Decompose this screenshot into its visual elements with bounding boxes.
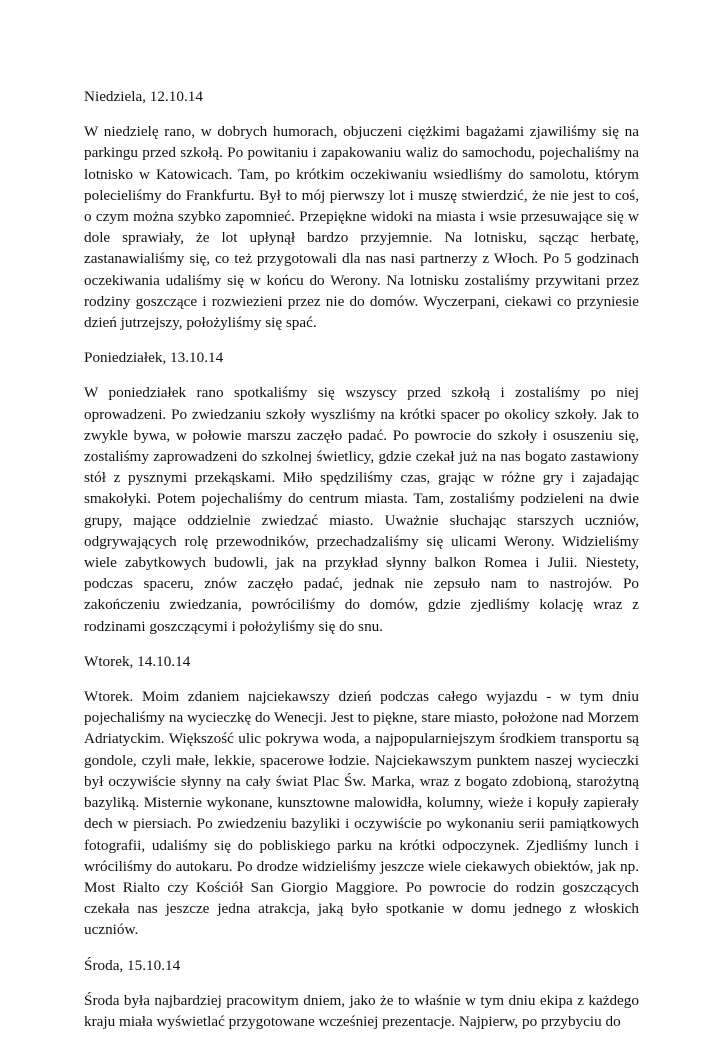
day-paragraph-wednesday: Środa była najbardziej pracowitym dniem, jako że to właśnie w tym dniu ekipa z każdego kraju miała wyświetlać przygotowane wcześniej prezentacje. Najpierw, po przybyciu do — [84, 991, 639, 1030]
day-heading-sunday: Niedziela, 12.10.14 — [84, 88, 203, 105]
document-page — [84, 86, 639, 1046]
day-paragraph-tuesday: Wtorek. Moim zdaniem najciekawszy dzień podczas całego wyjazdu - w tym dniu pojechaliśmy na wycieczkę do Wenecji. Jest to piękne, stare miasto, położone nad Morzem Adriatyckim. Większość ulic pokrywa woda, a najpopularniejszym środkiem transportu są gondole, czyli małe, lekkie, spacerowe łodzie. Najciekawszym punktem naszej wycieczki był oczywiście słynny na cały świat Plac Św. Marka, wraz z bogato zdobioną, starożytną bazyliką. Misternie wykonane, kunsztowne malowidła, kolumny, wieże i kopuły zapierały dech w piersiach. Po zwiedzeniu bazyliki i oczywiście po wykonaniu serii pamiątkowych fotografii, udaliśmy się do pobliskiego parku na krótki odpoczynek. Zjedliśmy lunch i wróciliśmy do autokaru. Po drodze widzieliśmy jeszcze wiele ciekawych obiektów, jak np. Most Rialto czy Kościół San Giorgio Maggiore. Po powrocie do rodzin goszczących czekała nas jeszcze jedna atrakcja, jaką było spotkanie w domu jednego z włoskich uczniów. — [84, 688, 639, 939]
day-heading-monday: Poniedziałek, 13.10.14 — [84, 349, 224, 367]
day-paragraph-sunday: W niedzielę rano, w dobrych humorach, objuczeni ciężkimi bagażami zjawiliśmy się na parkingu przed szkołą. Po powitaniu i zapakowaniu waliz do samochodu, pojechaliśmy na lotnisko w Katowicach. Tam, po krótkim oczekiwaniu wsiedliśmy do samolotu, którym polecieliśmy do Frankfurtu. Był to mój pierwszy lot i muszę stwierdzić, że nie jest to coś, o czym można szybko zapomnieć. Przepiękne widoki na miasta i wsie przesuwające się w dole sprawiały, że lot upłynął bardzo przyjemnie. Na lotnisku, sącząc herbatę, zastanawialiśmy się, co też przygotowali dla nas nasi partnerzy z Włoch. Po 5 godzinach oczekiwania udaliśmy się w końcu do Werony. Na lotnisku zostaliśmy przywitani przez rodziny goszczące i rozwiezieni przez nie do domów. Wyczerpani, ciekawi co przyniesie dzień jutrzejszy, położyliśmy się spać. — [84, 123, 639, 332]
day-heading-wednesday: Środa, 15.10.14 — [84, 956, 181, 974]
day-heading-tuesday: Wtorek, 14.10.14 — [84, 652, 191, 670]
day-paragraph-monday: W poniedziałek rano spotkaliśmy się wszyscy przed szkołą i zostaliśmy po niej oprowadzeni. Po zwiedzaniu szkoły wyszliśmy na krótki spacer po okolicy szkoły. Jak to zwykle bywa, w połowie marszu zaczęło padać. Po powrocie do szkoły i osuszeniu się, zostaliśmy zaprowadzeni do szkolnej świetlicy, gdzie czekał już na nas bogato zastawiony stół z pysznymi przekąskami. Miło spędziliśmy czas, grając w różne gry i zajadając smakołyki. Potem pojechaliśmy do centrum miasta. Tam, zostaliśmy podzieleni na dwie grupy, mające oddzielnie zwiedzać miasto. Uważnie słuchając starszych uczniów, odgrywających rolę przewodników, przechadzaliśmy się ulicami Werony. Widzieliśmy wiele zabytkowych budowli, jak na przykład słynny balkon Romea i Julii. Niestety, podczas spaceru, znów zaczęło padać, jednak nie zepsuło nam to nastrojów. Po zakończeniu zwiedzania, powróciliśmy do domów, gdzie zjedliśmy kolację wraz z rodzinami goszczącymi i położyliśmy się do snu. — [84, 384, 639, 635]
